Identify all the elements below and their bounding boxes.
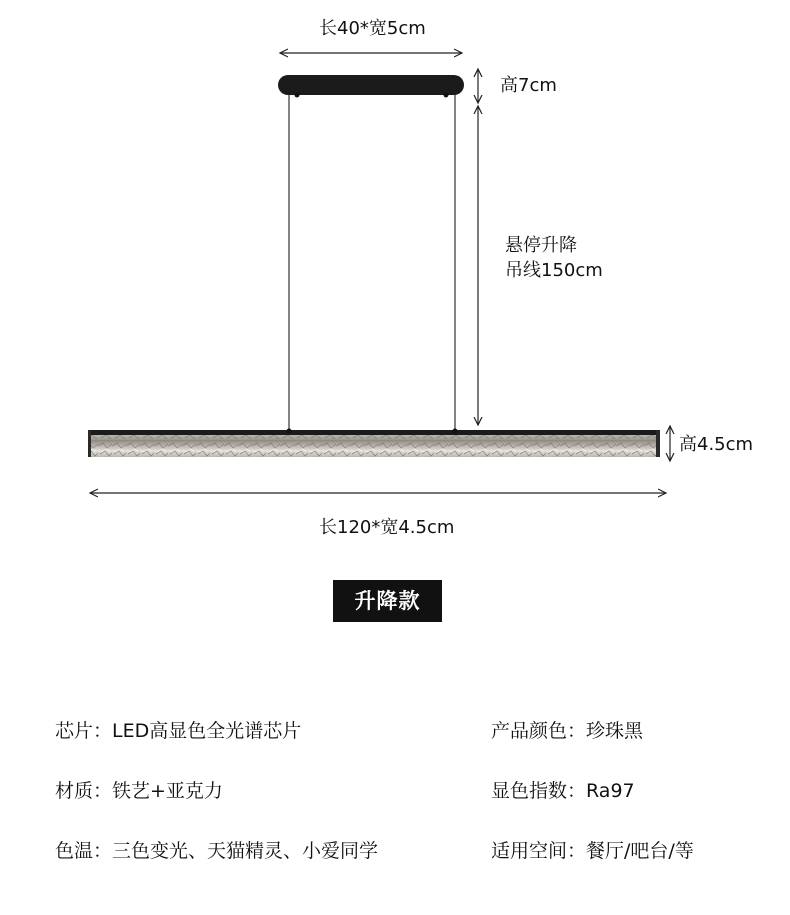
- spec-key: 产品颜色：: [491, 720, 587, 742]
- cable-length-label-line2: 吊线150cm: [505, 260, 603, 281]
- spec-key: 适用空间：: [491, 840, 587, 862]
- spec-key: 材质：: [55, 780, 113, 802]
- cable-joint: [287, 429, 292, 434]
- spec-value: Ra97: [586, 780, 635, 802]
- spec-key: 芯片：: [55, 720, 113, 742]
- bar-height-label: 高4.5cm: [679, 434, 754, 455]
- spec-chip: [55, 718, 301, 744]
- spec-value: 珍珠黑: [586, 720, 644, 742]
- bar-width-label: 长120*宽4.5cm: [319, 517, 455, 538]
- spec-cri: [491, 778, 635, 804]
- spec-value: 铁艺+亚克力: [112, 780, 223, 802]
- spec-key: 色温：: [55, 840, 113, 862]
- cable-joint: [453, 429, 458, 434]
- top-width-label: 长40*宽5cm: [319, 18, 426, 39]
- canopy-height-label: 高7cm: [500, 75, 557, 96]
- canopy-screw: [444, 93, 449, 98]
- spec-material: [55, 778, 223, 804]
- light-bar-end: [656, 430, 660, 457]
- spec-key: 显色指数：: [491, 780, 587, 802]
- cable-length-label-line1: 悬停升降: [505, 235, 577, 256]
- spec-product-color: [491, 718, 643, 744]
- canopy-screw: [295, 93, 300, 98]
- spec-applicable-space: [491, 838, 694, 864]
- light-bar-top: [88, 430, 660, 435]
- spec-value: 三色变光、天猫精灵、小爱同学: [112, 840, 379, 862]
- light-bar-end: [88, 430, 91, 457]
- light-bar-acrylic: [90, 435, 658, 457]
- spec-value: 餐厅/吧台/等: [586, 840, 694, 862]
- lift-model-badge: 升降款: [333, 580, 442, 622]
- spec-value: LED高显色全光谱芯片: [112, 720, 302, 742]
- ceiling-canopy: [278, 75, 464, 95]
- spec-color-temp: [55, 838, 378, 864]
